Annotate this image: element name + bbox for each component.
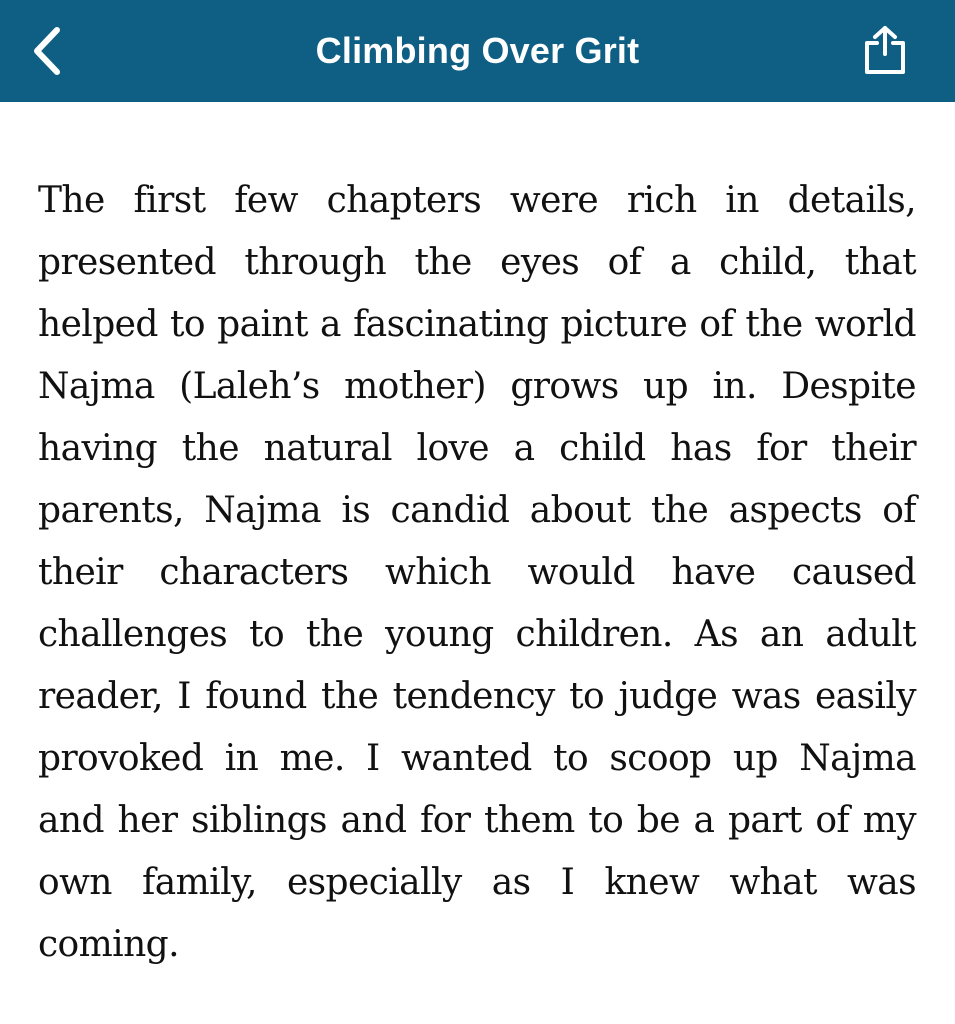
article-paragraph: The first few chapters were rich in details, presented through the eyes of a child, that helped to paint a fascinating picture of the world Najma (Laleh’s mother) grows up in. Despite having the natural love a child has for their parents, Najma is candid about the aspects of their characters which would have caused challenges to the young children. As an adult reader, I found the tendency to judge was easily provoked in me. I wanted to scoop up Najma and her siblings and for them to be a part of my own family, especially as I knew what was coming.	[38, 180, 916, 965]
top-app-bar	[0, 0, 955, 102]
share-button[interactable]	[855, 20, 915, 80]
page-title: Climbing Over Grit	[315, 30, 640, 71]
article-body	[38, 170, 916, 976]
share-icon	[862, 23, 908, 77]
